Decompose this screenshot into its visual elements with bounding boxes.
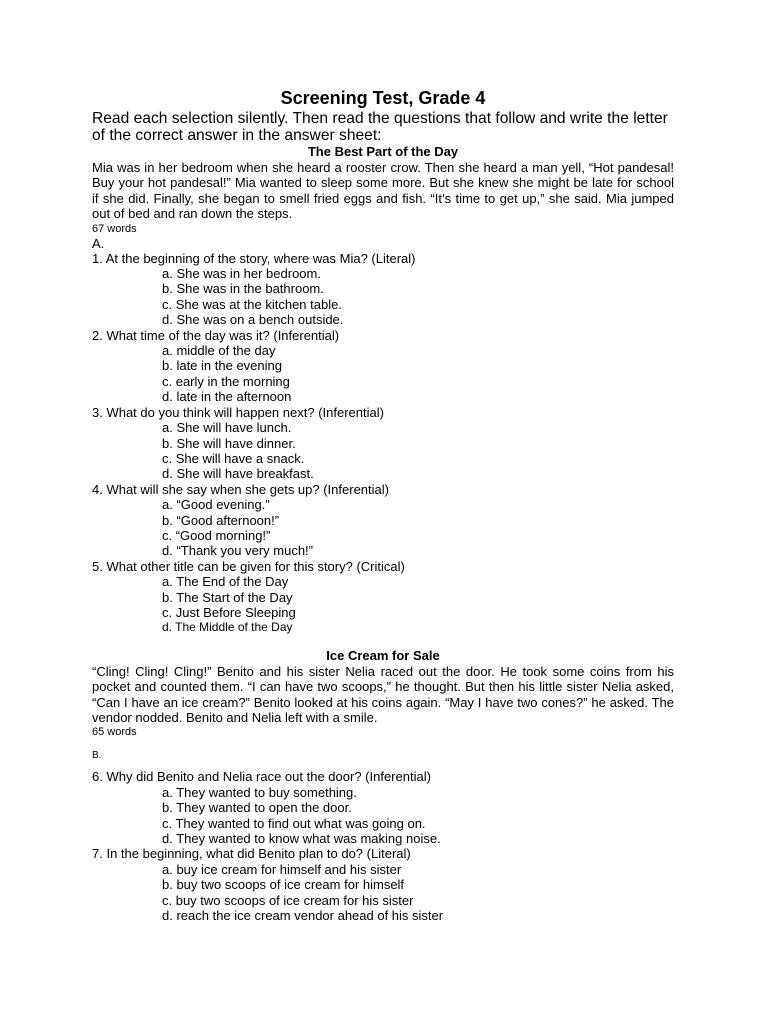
answer-option: a. She will have lunch. bbox=[162, 420, 292, 436]
answer-option: d. late in the afternoon bbox=[162, 389, 292, 405]
question-text: 1. At the beginning of the story, where was Mia? (Literal) bbox=[92, 250, 416, 266]
answer-option: b. She was in the bathroom. bbox=[162, 281, 324, 297]
answer-option: a. The End of the Day bbox=[162, 574, 289, 590]
answer-option: b. They wanted to open the door. bbox=[162, 800, 352, 816]
story-title: Ice Cream for Sale bbox=[326, 647, 440, 663]
story-text: “Cling! Cling! Cling!” Benito and his sister Nelia raced out the door. He took some coins from his pocket and counted them. “I can have two scoops,” he thought. But then his little sister Nelia asked, “Can I have an ice cream?” Benito looked at his coins again. “May I have two cones?” he asked. The vendor nodded. Benito and Nelia left with a smile. bbox=[92, 663, 674, 725]
answer-option: b. The Start of the Day bbox=[162, 589, 293, 605]
question-text: 5. What other title can be given for this story? (Critical) bbox=[92, 558, 405, 574]
answer-option: a. buy ice cream for himself and his sister bbox=[162, 861, 402, 877]
story-title: The Best Part of the Day bbox=[307, 144, 459, 159]
answer-option: d. The Middle of the Day bbox=[162, 620, 293, 635]
question-text: 2. What time of the day was it? (Inferential) bbox=[92, 327, 340, 343]
answer-option: c. “Good morning!” bbox=[162, 527, 271, 543]
answer-option: d. She will have breakfast. bbox=[162, 466, 314, 482]
question bbox=[92, 328, 674, 405]
answer-option: c. They wanted to find out what was going on. bbox=[162, 815, 426, 831]
word-count: 65 words bbox=[92, 726, 137, 739]
question bbox=[92, 405, 674, 482]
answer-option: c. She will have a snack. bbox=[162, 450, 305, 466]
answer-option: a. middle of the day bbox=[162, 343, 276, 359]
question bbox=[92, 482, 674, 559]
answer-option: b. “Good afternoon!” bbox=[162, 512, 280, 528]
question bbox=[92, 846, 674, 923]
answer-option: c. She was at the kitchen table. bbox=[162, 296, 342, 312]
answer-option: c. buy two scoops of ice cream for his sister bbox=[162, 892, 414, 908]
answer-option: a. She was in her bedroom. bbox=[162, 266, 321, 282]
question bbox=[92, 251, 674, 328]
document-page bbox=[92, 86, 674, 923]
answer-option: d. reach the ice cream vendor ahead of his sister bbox=[162, 908, 444, 924]
question-text: 7. In the beginning, what did Benito plan to do? (Literal) bbox=[92, 846, 411, 862]
answer-option: a. “Good evening.” bbox=[162, 497, 270, 513]
answer-option: b. She will have dinner. bbox=[162, 435, 296, 451]
answer-option: d. They wanted to know what was making noise. bbox=[162, 831, 441, 847]
answer-option: b. buy two scoops of ice cream for himself bbox=[162, 877, 405, 893]
section-label: B. bbox=[92, 750, 102, 762]
answer-option: d. She was on a bench outside. bbox=[162, 312, 344, 328]
answer-option: c. early in the morning bbox=[162, 373, 290, 389]
page-title: Screening Test, Grade 4 bbox=[280, 88, 486, 108]
question-text: 4. What will she say when she gets up? (Inferential) bbox=[92, 481, 389, 497]
answer-option: a. They wanted to buy something. bbox=[162, 784, 357, 800]
story-text: Mia was in her bedroom when she heard a rooster crow. Then she heard a man yell, “Hot pandesal! Buy your hot pandesal!” Mia wanted to sleep some more. But she knew she might be late for school if she did. Finally, she began to smell fried eggs and fish. “It’s time to get up,” she said. Mia jumped out of bed and ran down the steps. bbox=[92, 160, 674, 222]
section-label: A. bbox=[92, 235, 105, 251]
word-count: 67 words bbox=[92, 222, 137, 235]
question-text: 3. What do you think will happen next? (Inferential) bbox=[92, 404, 384, 420]
question bbox=[92, 559, 674, 636]
answer-option: c. Just Before Sleeping bbox=[162, 604, 296, 620]
instructions: Read each selection silently. Then read the questions that follow and write the letter of the correct answer in the answer sheet: bbox=[92, 110, 668, 144]
question bbox=[92, 769, 674, 846]
answer-option: d. “Thank you very much!” bbox=[162, 543, 313, 559]
answer-option: b. late in the evening bbox=[162, 358, 282, 374]
question-text: 6. Why did Benito and Nelia race out the door? (Inferential) bbox=[92, 769, 431, 785]
